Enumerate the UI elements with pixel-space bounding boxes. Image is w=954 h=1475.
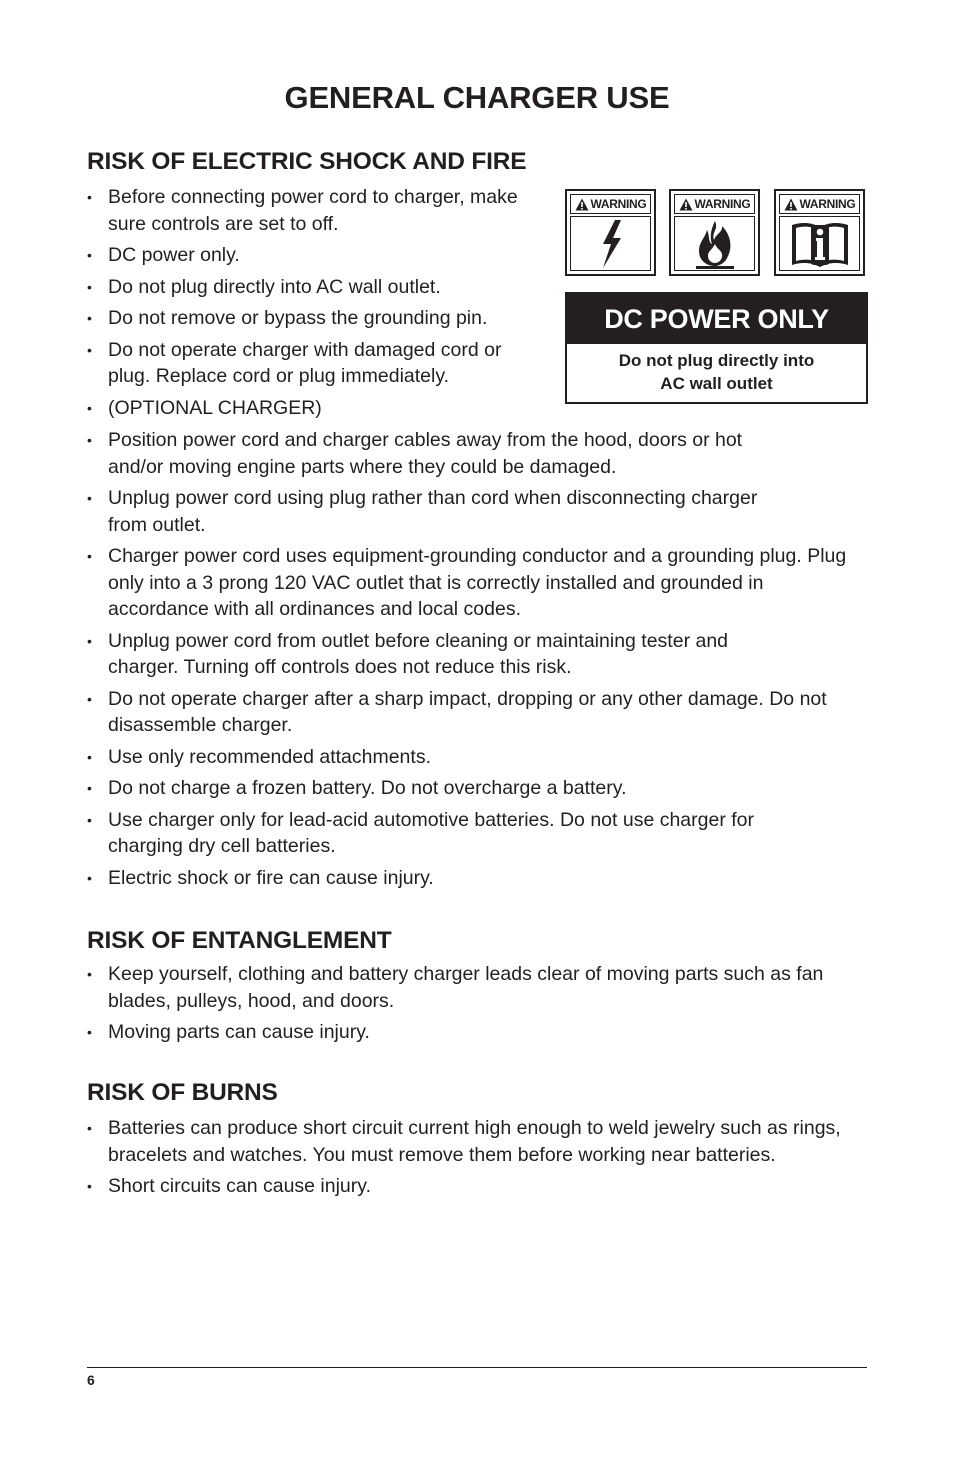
- warning-sign-electric: [565, 189, 656, 276]
- list-item: • Electric shock or fire can cause injury.: [87, 865, 847, 892]
- dc-power-notice: [565, 292, 868, 404]
- list-item: • DC power only.: [87, 242, 537, 269]
- section-heading-burns: RISK OF BURNS: [87, 1079, 278, 1106]
- section-heading-electric-shock: RISK OF ELECTRIC SHOCK AND FIRE: [87, 148, 527, 175]
- warning-label: WARNING: [799, 197, 856, 211]
- list-item: • Position power cord and charger cables away from the hood, doors or hot and/or moving engine parts where they could be damaged.: [87, 427, 768, 480]
- warning-signs: [565, 189, 868, 278]
- list-item: • Batteries can produce short circuit current high enough to weld jewelry such as rings, bracelets and watches. You must remove them before working near batteries.: [87, 1115, 847, 1168]
- page-title: GENERAL CHARGER USE: [284, 80, 670, 115]
- list-item: • (OPTIONAL CHARGER): [87, 395, 537, 422]
- warning-sign-fire: [669, 189, 760, 276]
- warning-header: [674, 194, 755, 214]
- warning-header: [779, 194, 860, 214]
- list-item: • Do not remove or bypass the grounding pin.: [87, 305, 537, 332]
- entanglement-list: [87, 961, 847, 1051]
- list-item: • Do not operate charger with damaged cord or plug. Replace cord or plug immediately.: [87, 337, 537, 390]
- list-item: • Do not operate charger after a sharp impact, dropping or any other damage. Do not disassemble charger.: [87, 686, 847, 739]
- burns-list: [87, 1115, 847, 1205]
- list-item: • Before connecting power cord to charger, make sure controls are set to off.: [87, 184, 537, 237]
- warning-triangle-icon: [784, 198, 798, 211]
- list-item: • Unplug power cord from outlet before cleaning or maintaining tester and charger. Turning off controls does not reduce this risk.: [87, 628, 788, 681]
- warning-label: WARNING: [590, 197, 647, 211]
- list-item: • Use only recommended attachments.: [87, 744, 847, 771]
- list-item: • Unplug power cord using plug rather than cord when disconnecting charger from outlet.: [87, 485, 768, 538]
- read-manual-icon: [789, 219, 851, 269]
- list-item: • Short circuits can cause injury.: [87, 1173, 847, 1200]
- warning-label: WARNING: [694, 197, 751, 211]
- warning-sign-manual: [774, 189, 865, 276]
- section-heading-entanglement: RISK OF ENTANGLEMENT: [87, 927, 392, 954]
- list-item: • Keep yourself, clothing and battery charger leads clear of moving parts such as fan blades, pulleys, hood, and doors.: [87, 961, 847, 1014]
- list-item: • Do not charge a frozen battery. Do not overcharge a battery.: [87, 775, 847, 802]
- electric-shock-list-wide: [87, 427, 847, 896]
- electric-shock-list-narrow: [87, 184, 537, 426]
- list-item: • Moving parts can cause injury.: [87, 1019, 847, 1046]
- warning-header: [570, 194, 651, 214]
- lightning-bolt-icon: [591, 218, 631, 270]
- dc-power-subtext-line1: Do not plug directly into: [618, 351, 815, 370]
- warning-triangle-icon: [679, 198, 693, 211]
- list-item: • Charger power cord uses equipment-grounding conductor and a grounding plug. Plug only into a 3 prong 120 VAC outlet that is correctly installed and grounded in accordance with all ordinances and local codes.: [87, 543, 847, 623]
- warning-triangle-icon: [575, 198, 589, 211]
- footer-rule: [87, 1367, 867, 1368]
- fire-icon: [690, 218, 740, 270]
- page-number: 6: [87, 1372, 95, 1388]
- dc-power-subtext-line2: AC wall outlet: [660, 374, 773, 393]
- dc-power-title: DC POWER ONLY: [567, 294, 866, 344]
- dc-power-subtext: [567, 344, 866, 395]
- list-item: • Use charger only for lead-acid automotive batteries. Do not use charger for charging dry cell batteries.: [87, 807, 818, 860]
- list-item: • Do not plug directly into AC wall outlet.: [87, 274, 537, 301]
